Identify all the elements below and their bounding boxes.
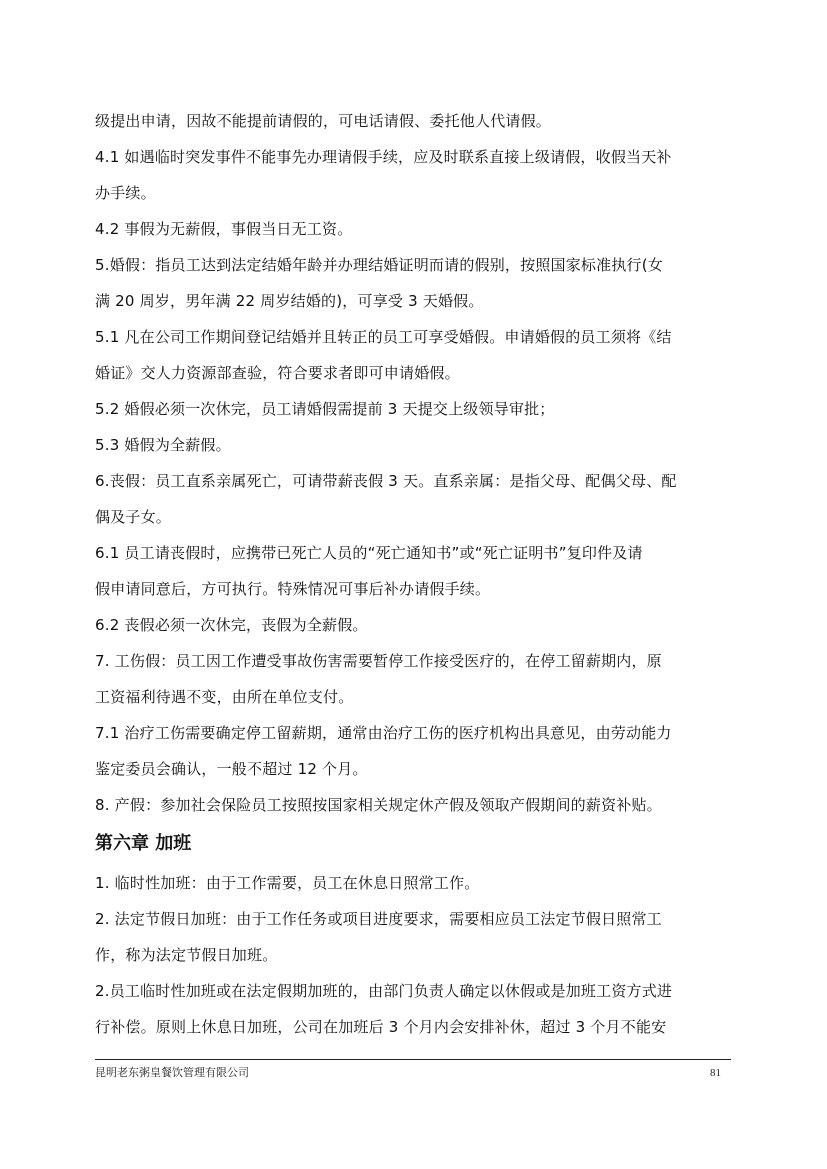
text-line: 8. 产假：参加社会保险员工按照按国家相关规定休产假及领取产假期间的薪资补贴。	[95, 796, 662, 814]
body-paragraphs	[95, 103, 735, 823]
text-line: 2.员工临时性加班或在法定假期加班的，由部门负责人确定以休假或是加班工资方式进	[95, 982, 673, 1000]
footer-page-number: 81	[710, 1067, 721, 1079]
page-content	[95, 103, 735, 1045]
text-line: 行补偿。原则上休息日加班，公司在加班后 3 个月内会安排补休，超过 3 个月不能安	[95, 1018, 667, 1036]
text-line: 婚证》交人力资源部查验，符合要求者即可申请婚假。	[95, 364, 460, 382]
footer-divider	[95, 1059, 731, 1060]
text-line: 6.1 员工请丧假时，应携带已死亡人员的“死亡通知书”或“死亡证明书”复印件及请	[95, 544, 643, 562]
text-line: 2. 法定节假日加班：由于工作任务或项目进度要求，需要相应员工法定节假日照常工	[95, 910, 662, 928]
text-line: 1. 临时性加班：由于工作需要，员工在休息日照常工作。	[95, 874, 480, 892]
chapter-heading: 第六章 加班	[95, 833, 192, 854]
text-line: 办手续。	[95, 184, 156, 202]
text-line: 4.2 事假为无薪假，事假当日无工资。	[95, 220, 353, 238]
text-line: 满 20 周岁，男年满 22 周岁结婚的)，可享受 3 天婚假。	[95, 292, 484, 310]
text-line: 工资福利待遇不变，由所在单位支付。	[95, 688, 354, 706]
text-line: 5.1 凡在公司工作期间登记结婚并且转正的员工可享受婚假。申请婚假的员工须将《结	[95, 328, 672, 346]
text-line: 5.婚假：指员工达到法定结婚年龄并办理结婚证明而请的假别，按照国家标准执行(女	[95, 256, 663, 274]
text-line: 5.3 婚假为全薪假。	[95, 436, 231, 454]
text-line: 5.2 婚假必须一次休完，员工请婚假需提前 3 天提交上级领导审批；	[95, 400, 555, 418]
text-line: 7.1 治疗工伤需要确定停工留薪期，通常由治疗工伤的医疗机构出具意见，由劳动能力	[95, 724, 672, 742]
text-line: 级提出申请，因故不能提前请假的，可电话请假、委托他人代请假。	[95, 112, 552, 130]
text-line: 作，称为法定节假日加班。	[95, 946, 278, 964]
text-line: 偶及子女。	[95, 508, 172, 526]
text-line: 6.丧假：员工直系亲属死亡，可请带薪丧假 3 天。直系亲属：是指父母、配偶父母、配	[95, 472, 677, 490]
text-line: 7. 工伤假：员工因工作遭受事故伤害需要暂停工作接受医疗的，在停工留薪期内，原	[95, 652, 662, 670]
text-line: 假申请同意后，方可执行。特殊情况可事后补办请假手续。	[95, 580, 491, 598]
chapter-paragraphs	[95, 865, 735, 1045]
text-line: 6.2 丧假必须一次休完，丧假为全薪假。	[95, 616, 368, 634]
text-line: 4.1 如遇临时突发事件不能事先办理请假手续，应及时联系直接上级请假，收假当天补	[95, 148, 672, 166]
text-line: 鉴定委员会确认，一般不超过 12 个月。	[95, 760, 368, 778]
footer-company-name: 昆明老东粥皇餐饮管理有限公司	[95, 1066, 249, 1079]
